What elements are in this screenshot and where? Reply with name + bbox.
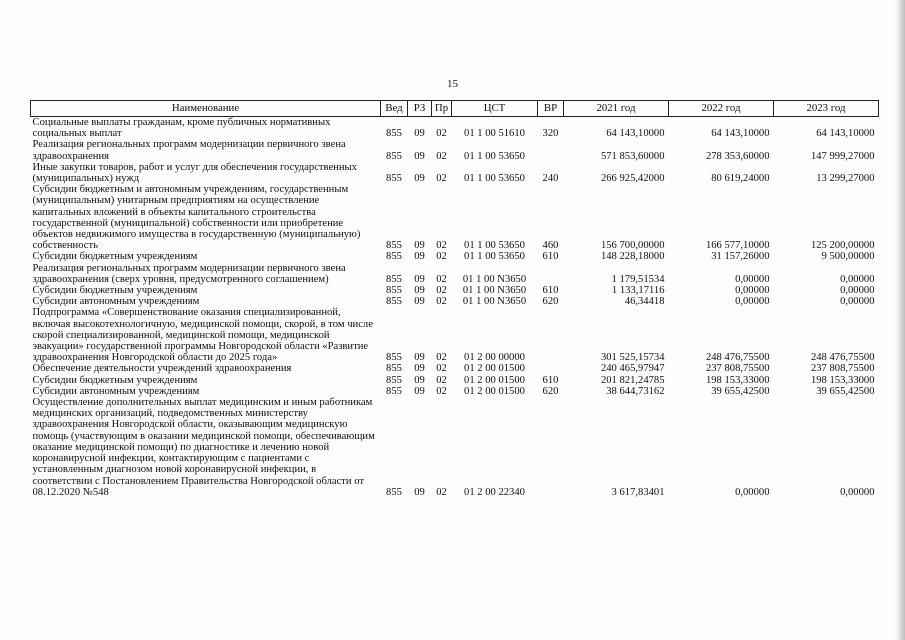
cell-name: Субсидии бюджетным учреждениям [32,251,198,263]
cell-rz: 09 [414,385,425,397]
cell-y2021: 571 853,60000 [600,150,665,162]
cell-pr: 02 [436,296,447,308]
cell-y2021: 1 133,17116 [611,285,665,297]
cell-name: Подпрограмма «Совершенствование оказания специализированной, включая высокотехнологичную, медицинской помощи, скорой, в том числе скорой специализированной, медицинской помощи, медицинской эвакуации» государственной программы Новгородской области «Развитие здравоохранения Новгородской области до 2025 года» [32,307,373,364]
cell-pr: 02 [436,150,447,162]
cell-rz: 09 [414,352,425,364]
cell-cst: 01 2 00 01500 [464,385,525,397]
cell-rz: 09 [414,486,425,498]
cell-ved: 855 [386,251,402,263]
cell-y2023: 125 200,00000 [810,240,875,252]
cell-ved: 855 [386,273,402,285]
cell-pr: 02 [436,285,447,297]
table-row [31,251,879,262]
cell-vr [538,139,564,161]
cell-rz: 09 [414,363,425,375]
cell-ved: 855 [386,374,402,386]
cell-y2022: 166 577,10000 [705,240,770,252]
table-row [31,363,879,374]
cell-ved: 855 [386,173,402,185]
cell-cst: 01 1 00 53650 [464,173,525,185]
scan-edge [895,0,905,640]
cell-vr: 320 [542,128,559,140]
cell-y2022: 0,00000 [735,273,770,285]
cell-vr: 610 [542,374,559,386]
table-row [31,285,879,296]
cell-cst: 01 2 00 22340 [464,486,525,498]
cell-pr: 02 [436,173,447,185]
cell-y2022: 64 143,10000 [711,128,770,140]
cell-name: Субсидии бюджетным учреждениям [32,374,198,386]
cell-y2021: 1 179,51534 [611,273,665,285]
cell-y2023: 248 476,75500 [810,352,875,364]
cell-pr: 02 [436,486,447,498]
budget-table [30,100,879,498]
cell-rz: 09 [414,374,425,386]
table-row [31,263,879,285]
cell-y2021: 3 617,83401 [611,486,665,498]
cell-pr: 02 [436,352,447,364]
cell-cst: 01 1 00 N3650 [462,296,527,308]
cell-pr: 02 [436,374,447,386]
cell-vr: 240 [542,173,559,185]
cell-vr: 460 [542,240,559,252]
cell-y2023: 147 999,27000 [810,150,875,162]
cell-rz: 09 [414,251,425,263]
cell-vr: 620 [542,296,559,308]
cell-y2021: 240 465,97947 [600,363,665,375]
cell-name: Субсидии бюджетным и автономным учреждениям, государственным (муниципальным) унитарным предприятиям на осуществление капитальных вложений в объекты капитального строительства государственной (муниципальной) собственности или приобретение объектов недвижимого имущества в государственную (муниципальную) собственность [32,184,361,252]
cell-pr: 02 [436,128,447,140]
cell-name: Иные закупки товаров, работ и услуг для обеспечения государственных (муниципальных) нужд [32,161,357,185]
table-header-row [31,101,879,117]
cell-ved: 855 [386,240,402,252]
header-2023: 2023 год [774,101,879,117]
cell-pr: 02 [436,363,447,375]
cell-name: Осуществление дополнительных выплат медицинским и иным работникам медицинских организаций, подведомственных министерству здравоохранения Новгородской области, оказывающим медицинскую помощь (участвующим в оказании медицинской помощи, обеспечивающим оказание медицинской помощи) по диагностике и лечению новой коронавирусной инфекции, контактирующим с пациентами с установленным диагнозом новой коронавирусной инфекции, в соответствии с Постановлением Правительства Новгородской области от 08.12.2020 №548 [32,397,375,498]
cell-name: Реализация региональных программ модернизации первичного звена здравоохранения (сверх уровня, предусмотренного соглашением) [32,262,346,285]
table-row [31,375,879,386]
cell-name: Реализация региональных программ модернизации первичного звена здравоохранения [32,139,346,162]
page-number: 15 [447,78,458,90]
cell-y2022: 248 476,75500 [705,352,770,364]
cell-vr [538,397,564,498]
cell-y2023: 0,00000 [840,285,875,297]
cell-vr: 620 [542,385,559,397]
cell-y2022: 39 655,42500 [711,385,770,397]
cell-ved: 855 [386,385,402,397]
cell-y2021: 201 821,24785 [600,374,665,386]
cell-name: Субсидии бюджетным учреждениям [32,285,198,297]
table-row [31,139,879,161]
table-row [31,386,879,397]
cell-name: Субсидии автономным учреждениям [32,385,200,397]
cell-y2023: 237 808,75500 [810,363,875,375]
cell-ved: 855 [386,352,402,364]
cell-y2023: 13 299,27000 [816,173,875,185]
cell-ved: 855 [386,150,402,162]
header-ved: Вед [381,101,408,117]
cell-rz: 09 [414,150,425,162]
cell-ved: 855 [386,296,402,308]
cell-ved: 855 [386,363,402,375]
cell-rz: 09 [414,273,425,285]
cell-y2023: 9 500,00000 [821,251,875,263]
cell-vr: 610 [542,251,559,263]
cell-vr: 610 [542,285,559,297]
cell-y2021: 148 228,18000 [600,251,665,263]
cell-cst: 01 2 00 01500 [464,374,525,386]
cell-vr [538,263,564,285]
cell-rz: 09 [414,296,425,308]
cell-y2023: 64 143,10000 [816,128,875,140]
cell-y2021: 64 143,10000 [606,128,665,140]
cell-y2021: 46,34418 [624,296,665,308]
cell-vr [538,363,564,374]
table-row [31,397,879,498]
cell-y2022: 0,00000 [735,296,770,308]
cell-cst: 01 1 00 N3650 [462,273,527,285]
cell-cst: 01 2 00 00000 [464,352,525,364]
cell-name: Социальные выплаты гражданам, кроме публичных нормативных социальных выплат [32,117,331,140]
header-rz: РЗ [408,101,432,117]
cell-vr [538,307,564,363]
header-name: Наименование [31,101,381,117]
header-vr: ВР [538,101,564,117]
table-row [31,162,879,184]
cell-cst: 01 2 00 01500 [464,363,525,375]
cell-y2021: 156 700,00000 [600,240,665,252]
table-row [31,307,879,363]
cell-pr: 02 [436,251,447,263]
cell-y2021: 266 925,42000 [600,173,665,185]
cell-cst: 01 1 00 53650 [464,251,525,263]
header-2022: 2022 год [669,101,774,117]
cell-y2022: 0,00000 [735,486,770,498]
cell-pr: 02 [436,385,447,397]
cell-y2022: 31 157,26000 [711,251,770,263]
cell-pr: 02 [436,240,447,252]
cell-ved: 855 [386,285,402,297]
table-row [31,117,879,140]
cell-rz: 09 [414,240,425,252]
cell-cst: 01 1 00 N3650 [462,285,527,297]
cell-y2023: 0,00000 [840,486,875,498]
cell-y2023: 0,00000 [840,296,875,308]
cell-y2022: 278 353,60000 [705,150,770,162]
cell-y2022: 198 153,33000 [705,374,770,386]
cell-ved: 855 [386,486,402,498]
cell-rz: 09 [414,285,425,297]
cell-cst: 01 1 00 53650 [464,150,525,162]
cell-y2021: 38 644,73162 [606,385,665,397]
cell-ved: 855 [386,128,402,140]
header-2021: 2021 год [564,101,669,117]
cell-y2022: 237 808,75500 [705,363,770,375]
cell-name: Субсидии автономным учреждениям [32,296,200,308]
table-row [31,184,879,251]
cell-cst: 01 1 00 53650 [464,240,525,252]
cell-y2023: 0,00000 [840,273,875,285]
cell-pr: 02 [436,273,447,285]
cell-cst: 01 1 00 51610 [464,128,525,140]
cell-y2023: 39 655,42500 [816,385,875,397]
cell-y2021: 301 525,15734 [600,352,665,364]
header-pr: Пр [432,101,452,117]
cell-y2022: 80 619,24000 [711,173,770,185]
cell-y2023: 198 153,33000 [810,374,875,386]
cell-name: Обеспечение деятельности учреждений здравоохранения [32,363,292,375]
cell-rz: 09 [414,173,425,185]
table-row [31,296,879,307]
cell-rz: 09 [414,128,425,140]
cell-y2022: 0,00000 [735,285,770,297]
header-cst: ЦСТ [452,101,538,117]
